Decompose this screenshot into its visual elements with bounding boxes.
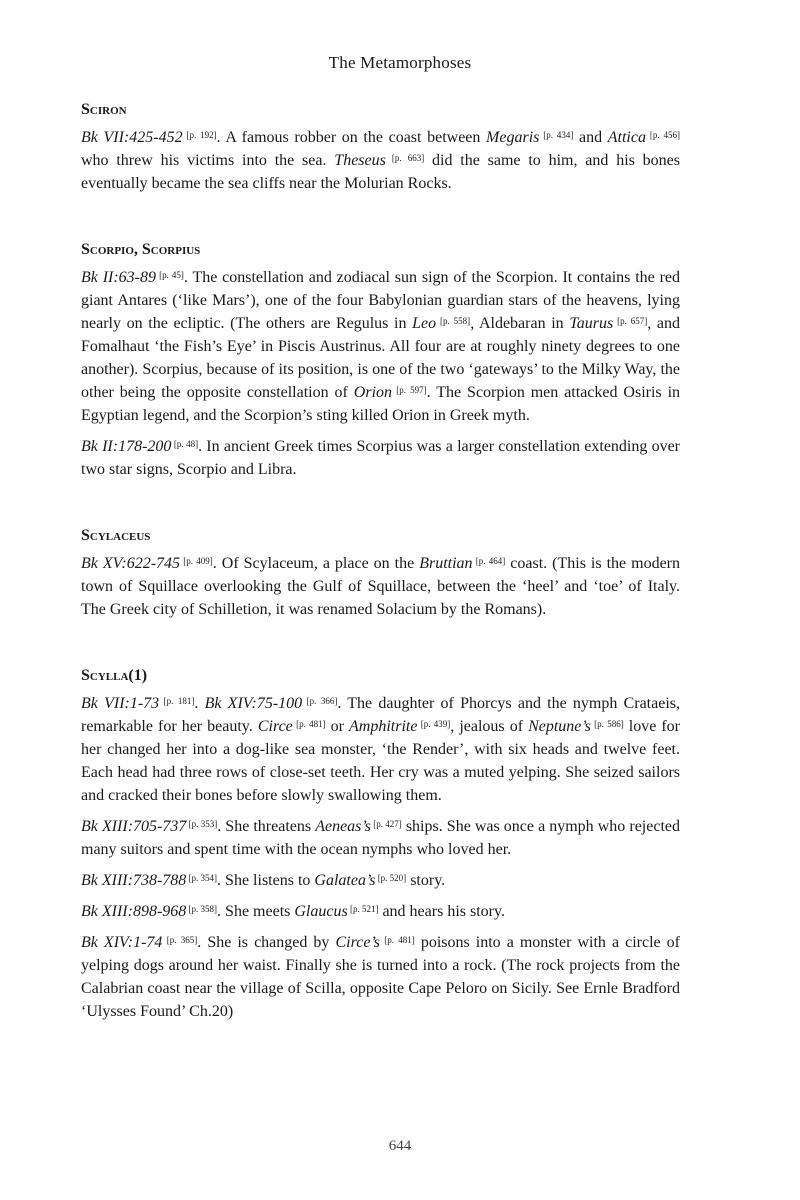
text-run: and hears his story. xyxy=(378,903,505,920)
page-reference: [p. 586] xyxy=(590,719,624,729)
entry-paragraph xyxy=(81,692,680,807)
italic-reference: Amphitrite xyxy=(349,718,418,735)
glossary-entry xyxy=(81,240,680,481)
text-run: ships. She was once a nymph who rejected many suitors and spent time with the ocean nymphs who loved her. xyxy=(81,818,680,858)
italic-reference: Orion xyxy=(353,384,393,401)
italic-reference: Bk VII:425-452 xyxy=(81,129,183,146)
text-run: . She listens to xyxy=(217,872,315,889)
italic-reference: Bk II:63-89 xyxy=(81,269,157,286)
text-run: and xyxy=(573,129,608,146)
page-reference: [p. 558] xyxy=(436,316,471,326)
glossary-entry xyxy=(81,666,680,1023)
page-reference: [p. 366] xyxy=(302,696,338,706)
entry-heading: Sciron xyxy=(81,101,127,118)
page-reference: [p. 354] xyxy=(186,873,218,883)
italic-reference: Bk XIII:898-968 xyxy=(81,903,187,920)
italic-reference: Theseus xyxy=(334,152,386,169)
page-number: 644 xyxy=(388,1138,412,1154)
text-run: did the same to him, and his bones eventually became the sea cliffs near the Molurian Rocks. xyxy=(81,152,681,192)
entry-paragraph xyxy=(81,931,680,1023)
page-reference: [p. 456] xyxy=(645,130,680,140)
page-reference: [p. 434] xyxy=(539,130,574,140)
page-reference: [p. 427] xyxy=(370,819,402,829)
italic-reference: Aeneas’s xyxy=(315,818,371,835)
italic-reference: Bk XIV:75-100 xyxy=(204,695,303,712)
text-run: . The daughter of Phorcys and the nymph Crataeis, remarkable for her beauty. xyxy=(81,695,681,735)
text-run: . The Scorpion men attacked Osiris in Egyptian legend, and the Scorpion’s sting killed Orion in Greek myth. xyxy=(81,384,681,424)
page-reference: [p. 181] xyxy=(159,696,195,706)
text-run: , Aldebaran in xyxy=(470,315,570,332)
entry-paragraph xyxy=(81,869,680,892)
entry-paragraph xyxy=(81,126,680,195)
italic-reference: Bk II:178-200 xyxy=(81,438,172,455)
page-reference: [p. 520] xyxy=(375,873,407,883)
entry-heading: Scylaceus xyxy=(81,527,151,544)
running-head: The Metamorphoses xyxy=(328,53,472,72)
text-run: story. xyxy=(406,872,446,889)
italic-reference: Bk XIII:705-737 xyxy=(81,818,187,835)
text-run: or xyxy=(325,718,350,735)
italic-reference: Bk XIII:738-788 xyxy=(81,872,187,889)
text-run: . She is changed by xyxy=(197,934,336,951)
text-run: , and Fomalhaut ‘the Fish’s Eye’ in Piscis Austrinus. All four are at roughly ninety degrees to one another). Scorpius, because of its position, is one of the two ‘gateways’ to the Milky Way, the other being the opposite constellation of xyxy=(81,315,681,401)
italic-reference: Megaris xyxy=(486,129,540,146)
page-reference: [p. 464] xyxy=(472,556,506,566)
page-reference: [p. 365] xyxy=(162,935,198,945)
page-reference: [p. 663] xyxy=(385,153,425,163)
italic-reference: Glaucus xyxy=(294,903,348,920)
italic-reference: Circe xyxy=(257,718,293,735)
glossary-entry xyxy=(81,526,680,621)
italic-reference: Bk XIV:1-74 xyxy=(81,934,163,951)
text-run: . A famous robber on the coast between xyxy=(216,129,487,146)
page-reference: [p. 597] xyxy=(392,385,427,395)
text-run: love for her changed her into a dog-like sea monster, ‘the Render’, with six heads and twelve feet. Each head had three rows of close-set teeth. Her cry was a muted yelping. She seized sailors and cracked their bones before slowly swallowing them. xyxy=(81,718,681,804)
italic-reference: Leo xyxy=(412,315,437,332)
page-reference: [p. 439] xyxy=(417,719,451,729)
entry-paragraph xyxy=(81,552,680,621)
italic-reference: Galatea’s xyxy=(314,872,376,889)
text-run: . xyxy=(194,695,205,712)
glossary-content xyxy=(81,100,680,1068)
text-run: . She threatens xyxy=(217,818,316,835)
entry-paragraph xyxy=(81,435,680,481)
text-run: . She meets xyxy=(217,903,295,920)
page-reference: [p. 48] xyxy=(171,439,199,449)
page-reference: [p. 192] xyxy=(182,130,217,140)
page-reference: [p. 353] xyxy=(186,819,218,829)
entry-paragraph xyxy=(81,266,680,427)
page-reference: [p. 358] xyxy=(186,904,218,914)
italic-reference: Circe’s xyxy=(335,934,380,951)
text-run: . The constellation and zodiacal sun sign of the Scorpion. It contains the red giant Antares (‘like Mars’), one of the four Babylonian guardian stars of the heavens, lying nearly on the ecliptic. (The others are Regulus in xyxy=(81,269,681,332)
text-run: , jealous of xyxy=(450,718,529,735)
entry-heading: Scorpio, Scorpius xyxy=(81,241,201,258)
text-run: . Of Scylaceum, a place on the xyxy=(212,555,420,572)
italic-reference: Taurus xyxy=(569,315,614,332)
page-reference: [p. 45] xyxy=(156,270,184,280)
page-reference: [p. 409] xyxy=(180,556,213,566)
entry-paragraph xyxy=(81,900,680,923)
glossary-entry xyxy=(81,100,680,195)
text-run: . In ancient Greek times Scorpius was a larger constellation extending over two star signs, Scorpio and Libra. xyxy=(81,438,681,478)
italic-reference: Bruttian xyxy=(419,555,473,572)
italic-reference: Bk VII:1-73 xyxy=(81,695,160,712)
page-reference: [p. 481] xyxy=(292,719,326,729)
entry-paragraph xyxy=(81,815,680,861)
text-run: coast. (This is the modern town of Squillace overlooking the Gulf of Squillace, between the ‘heel’ and ‘toe’ of Italy. The Greek city of Schilletion, it was renamed Solacium by the Romans). xyxy=(81,555,681,618)
text-run: who threw his victims into the sea. xyxy=(81,152,335,169)
italic-reference: Bk XV:622-745 xyxy=(81,555,181,572)
entry-heading: Scylla(1) xyxy=(81,667,148,684)
page-reference: [p. 657] xyxy=(613,316,648,326)
page-reference: [p. 481] xyxy=(379,935,415,945)
italic-reference: Attica xyxy=(607,129,646,146)
text-run: poisons into a monster with a circle of yelping dogs around her waist. Finally she is turned into a rock. (The rock projects from the Calabrian coast near the village of Scilla, opposite Cape Peloro on Sicily. See Ernle Bradford ‘Ulysses Found’ Ch.20) xyxy=(81,934,680,1020)
italic-reference: Neptune’s xyxy=(528,718,591,735)
page-reference: [p. 521] xyxy=(347,904,379,914)
